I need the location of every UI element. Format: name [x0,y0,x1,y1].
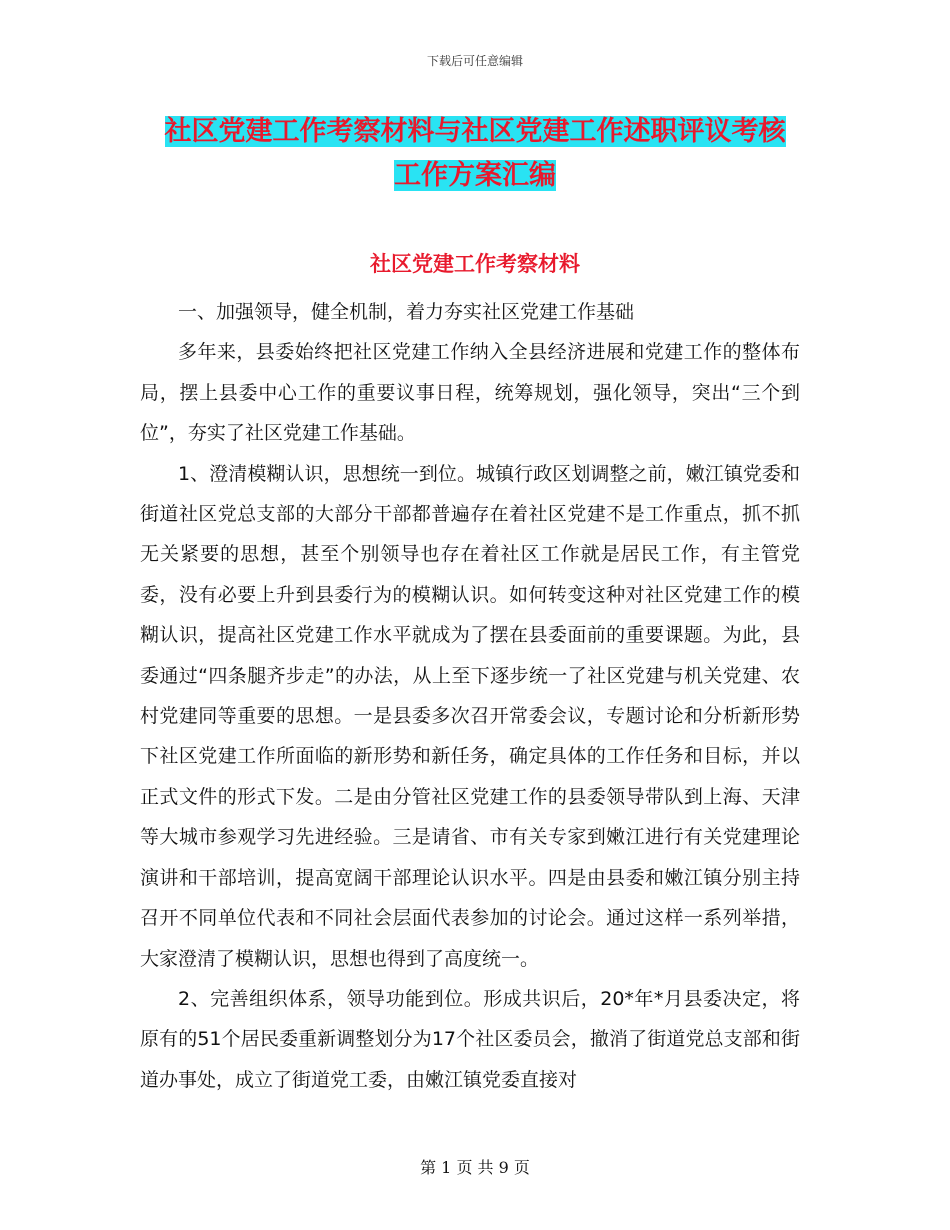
paragraph-point-2: 2、完善组织体系，领导功能到位。形成共识后，20*年*月县委决定，将原有的51个居民委重新调整划分为17个社区委员会，撤消了街道党总支部和街道办事处，成立了街道党工委，由嫩江镇党委直接对 [140,987,800,1091]
paragraph-heading-1: 一、加强领导，健全机制，着力夯实社区党建工作基础 [178,301,635,323]
document-title-line-2: 工作方案汇编 [394,160,556,191]
section-title: 社区党建工作考察材料 [370,252,580,276]
header-note: 下载后可任意编辑 [426,54,523,68]
document-title-line-1: 社区党建工作考察材料与社区党建工作述职评议考核 [164,116,786,147]
paragraph-intro: 多年来，县委始终把社区党建工作纳入全县经济进展和党建工作的整体布局，摆上县委中心工作的重要议事日程，统筹规划，强化领导，突出“三个到位”，夯实了社区党建工作基础。 [140,341,800,445]
page-footer: 第 1 页 共 9 页 [420,1158,530,1177]
document-title [140,110,810,198]
paragraph-point-1: 1、澄清模糊认识，思想统一到位。城镇行政区划调整之前，嫩江镇党委和街道社区党总支部的大部分干部都普遍存在着社区党建不是工作重点，抓不抓无关紧要的思想，甚至个别领导也存在着社区工作就是居民工作，有主管党委，没有必要上升到县委行为的模糊认识。如何转变这种对社区党建工作的模糊认识，提高社区党建工作水平就成为了摆在县委面前的重要课题。为此，县委通过“四条腿齐步走”的办法，从上至下逐步统一了社区党建与机关党建、农村党建同等重要的思想。一是县委多次召开常委会议，专题讨论和分析新形势下社区党建工作所面临的新形势和新任务，确定具体的工作任务和目标，并以正式文件的形式下发。二是由分管社区党建工作的县委领导带队到上海、天津等大城市参观学习先进经验。三是请省、市有关专家到嫩江进行有关党建理论演讲和干部培训，提高宽阔干部理论认识水平。四是由县委和嫩江镇分别主持召开不同单位代表和不同社会层面代表参加的讨论会。通过这样一系列举措，大家澄清了模糊认识，思想也得到了高度统一。 [140,462,800,970]
document-body [140,292,800,1100]
